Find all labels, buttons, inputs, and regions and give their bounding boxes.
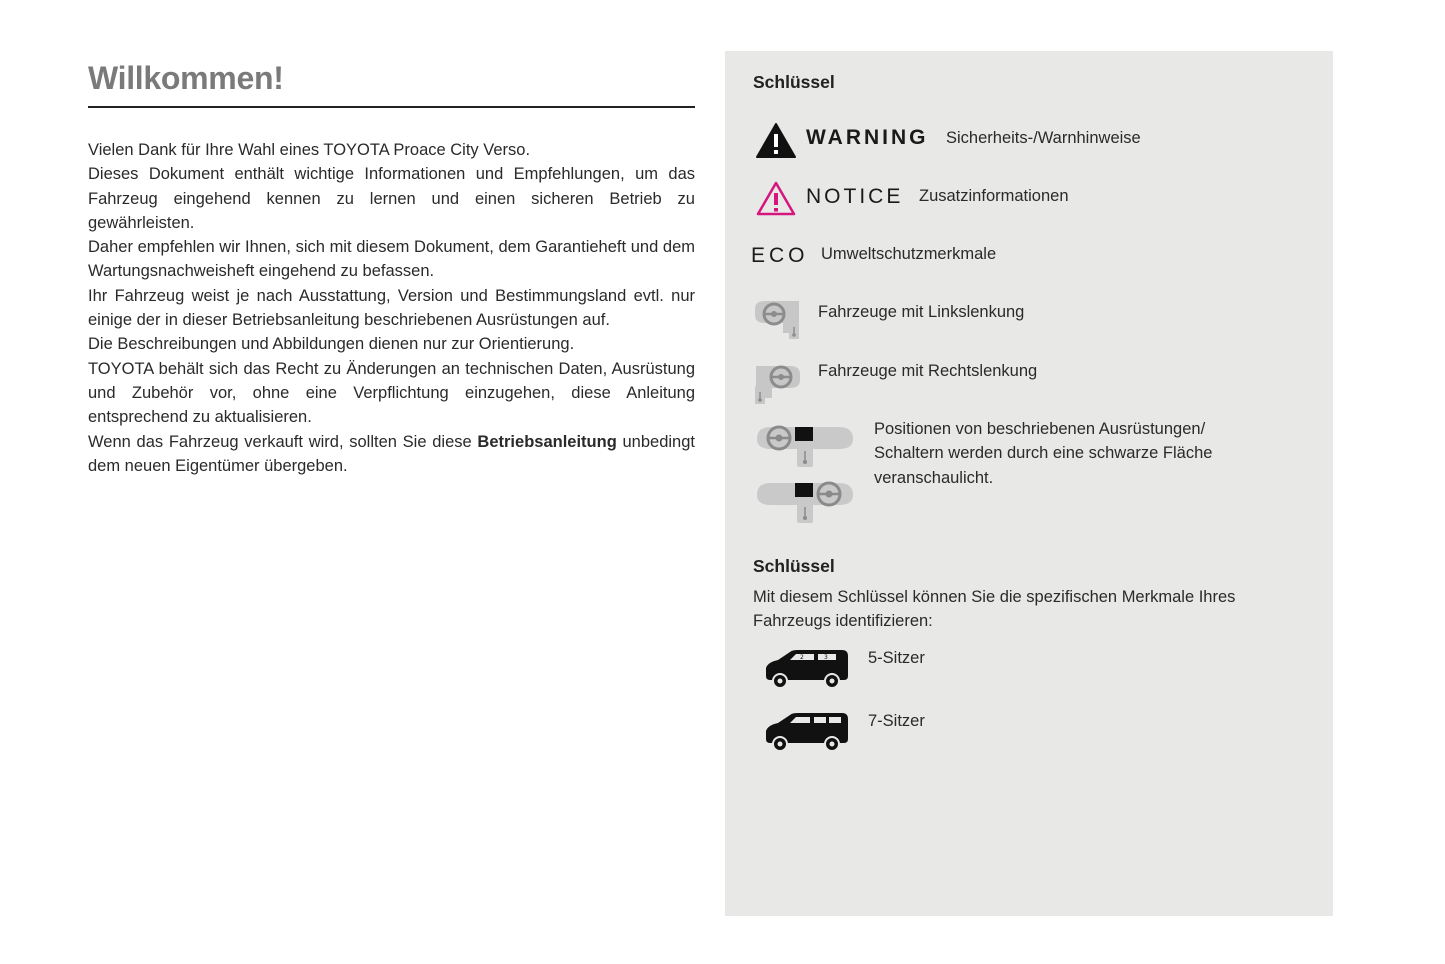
intro-text (88, 138, 695, 478)
page-title: Willkommen! (88, 60, 284, 96)
legend-panel (725, 51, 1333, 916)
warning-word: WARNING (806, 126, 929, 149)
five-seater-van-icon (762, 646, 852, 690)
warning-description: Sicherheits-/Warnhinweise (946, 129, 1141, 147)
intro-paragraph: Die Beschreibungen und Abbildungen dienen nur zur Orientierung. (88, 335, 575, 354)
key-description: Mit diesem Schlüssel können Sie die spezifischen Merkmale Ihres Fahrzeugs identifizieren: (753, 588, 1236, 631)
intro-paragraph: Ihr Fahrzeug weist je nach Ausstattung, Version und Bestimmungsland evtl. nur einige der in dieser Betriebsanleitung beschriebenen Ausrüstungen auf. (88, 286, 695, 330)
dashboard-left-position-icon (755, 421, 855, 469)
legend-title: Schlüssel (753, 72, 835, 92)
manual-term: Betriebsanleitung (477, 432, 617, 451)
svg-text:2: 2 (800, 654, 804, 661)
right-hand-drive-icon (752, 362, 802, 406)
key-title: Schlüssel (753, 556, 835, 576)
lhd-description: Fahrzeuge mit Linkslenkung (818, 303, 1025, 321)
eco-word: ECO (751, 244, 809, 267)
notice-description: Zusatzinformationen (919, 187, 1069, 205)
warning-triangle-icon (755, 122, 797, 159)
eco-description: Umweltschutzmerkmale (821, 245, 997, 263)
intro-paragraph-last: Wenn das Fahrzeug verkauft wird, sollten Sie diese Betriebsanleitung unbedingt dem neuen Eigentümer übergeben. (88, 432, 695, 475)
dashboard-right-position-icon (755, 477, 855, 525)
positions-description: Positionen von beschriebenen Ausrüstungen/ Schaltern werden durch eine schwarze Fläche veranschaulicht. (874, 420, 1213, 487)
five-seater-label: 5-Sitzer (868, 649, 925, 667)
title-divider (88, 106, 695, 108)
svg-text:3: 3 (824, 654, 828, 661)
seven-seater-van-icon (762, 709, 852, 753)
intro-paragraph: TOYOTA behält sich das Recht zu Änderungen an technischen Daten, Ausrüstung und Zubehör vor, ohne eine Verpflichtung einzugehen, diese Anleitung entsprechend zu aktualisieren. (88, 359, 695, 427)
rhd-description: Fahrzeuge mit Rechtslenkung (818, 362, 1038, 380)
intro-paragraph: Dieses Dokument enthält wichtige Informationen und Empfehlungen, um das Fahrzeug eingehend kennen zu lernen und einen sicheren Betrieb zu gewährleisten. (88, 165, 695, 232)
welcome-section (88, 56, 695, 478)
intro-paragraph: Vielen Dank für Ihre Wahl eines TOYOTA Proace City Verso. (88, 141, 531, 159)
left-hand-drive-icon (753, 297, 803, 341)
notice-word: NOTICE (806, 185, 904, 208)
notice-triangle-icon (755, 180, 797, 217)
seven-seater-label: 7-Sitzer (868, 712, 925, 730)
intro-paragraph: Daher empfehlen wir Ihnen, sich mit diesem Dokument, dem Garantieheft und dem Wartungsnachweisheft eingehend zu befassen. (88, 238, 695, 281)
